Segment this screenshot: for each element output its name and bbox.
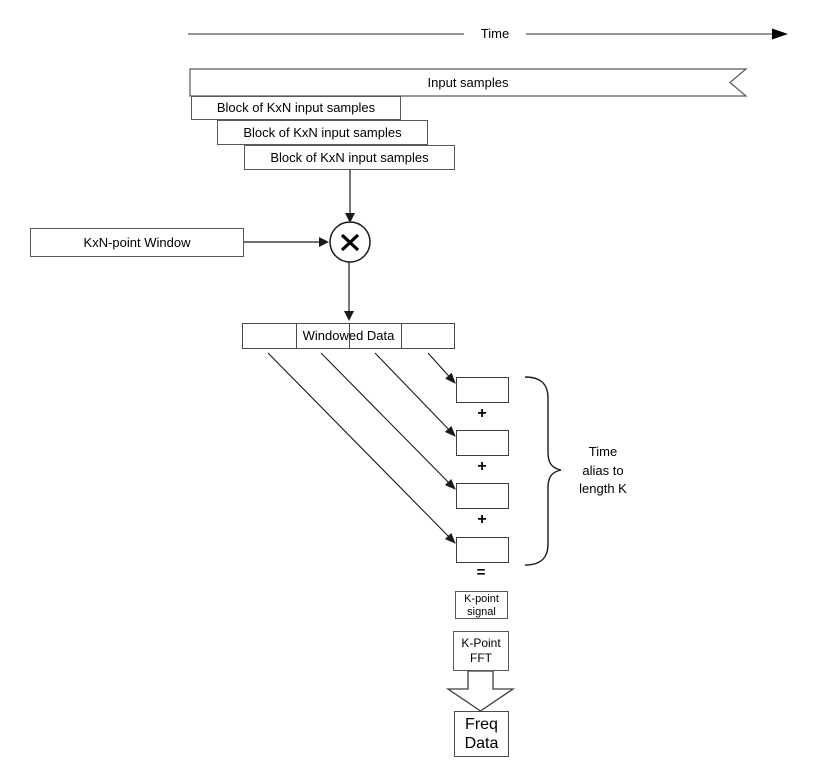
time-alias-note-line3: length K bbox=[579, 481, 627, 496]
kpoint-signal-line2: signal bbox=[467, 606, 496, 618]
freq-data-line1: Freq bbox=[465, 716, 498, 733]
alias-segment-box-1 bbox=[456, 377, 509, 403]
input-samples-label: Input samples bbox=[427, 75, 509, 90]
freq-data-line2: Data bbox=[464, 735, 499, 752]
alias-segment-box-2 bbox=[456, 430, 509, 456]
alias-segment-box-3 bbox=[456, 483, 509, 509]
alias-segment-box-4 bbox=[456, 537, 509, 563]
time-alias-note-line2: alias to bbox=[582, 462, 624, 478]
arrow-cell2-to-alias3 bbox=[321, 353, 455, 489]
arrowhead-right-icon bbox=[319, 237, 329, 247]
time-alias-note-line1: Time bbox=[588, 444, 618, 459]
plus-sign: + bbox=[477, 405, 487, 422]
freq-data-box bbox=[454, 711, 509, 757]
time-axis-label: Time bbox=[464, 26, 526, 42]
arrowhead-down-icon bbox=[344, 311, 354, 321]
kpoint-signal-line1: K-point bbox=[464, 593, 499, 605]
kpoint-signal-box bbox=[455, 591, 508, 619]
kxn-window-label: KxN-point Window bbox=[83, 235, 191, 250]
kpoint-fft-line1: K-Point bbox=[461, 636, 501, 650]
arrow-cell3-to-alias2 bbox=[375, 353, 455, 436]
kpoint-fft-box bbox=[453, 631, 509, 671]
input-block-3 bbox=[244, 145, 455, 170]
windowed-data-label: Windowed Data bbox=[302, 328, 395, 343]
time-alias-note bbox=[568, 443, 638, 499]
input-block-1-label: Block of KxN input samples bbox=[216, 100, 376, 115]
plus-sign: + bbox=[477, 511, 487, 528]
input-block-2 bbox=[217, 120, 428, 145]
curly-brace-icon bbox=[525, 377, 561, 565]
block-arrow-down-icon bbox=[448, 671, 513, 711]
arrow-cell4-to-alias1 bbox=[428, 353, 455, 383]
input-block-2-label: Block of KxN input samples bbox=[243, 125, 402, 140]
windowed-data-box bbox=[242, 323, 455, 349]
arrow-cell1-to-alias4 bbox=[268, 353, 455, 543]
input-block-3-label: Block of KxN input samples bbox=[270, 150, 429, 165]
equals-sign: = bbox=[476, 564, 486, 581]
kxn-window-box bbox=[30, 228, 244, 257]
kpoint-fft-line2: FFT bbox=[470, 651, 492, 665]
plus-sign: + bbox=[477, 458, 487, 475]
time-axis-arrowhead-icon bbox=[772, 29, 788, 40]
input-block-1 bbox=[191, 96, 401, 120]
